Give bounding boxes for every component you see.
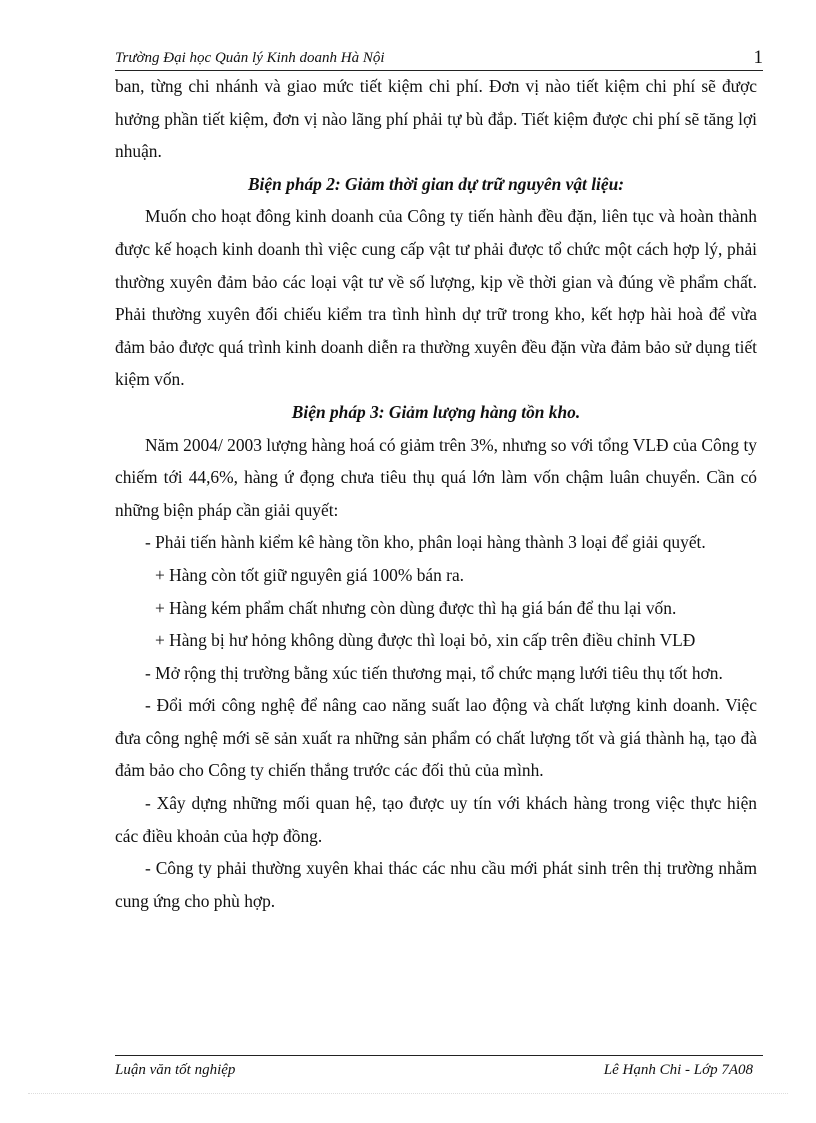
header-school: Trường Đại học Quản lý Kinh doanh Hà Nội bbox=[115, 50, 385, 66]
page-number: 1 bbox=[753, 47, 763, 68]
bullet-item: - Công ty phải thường xuyên khai thác các nhu cầu mới phát sinh trên thị trường nhằm cung ứng cho phù hợp. bbox=[115, 858, 757, 911]
sub-item: + Hàng kém phẩm chất nhưng còn dùng được thì hạ giá bán để thu lại vốn. bbox=[155, 597, 677, 618]
paragraph-measure-2: Muốn cho hoạt đông kinh doanh của Công ty tiến hành đều đặn, liên tục và hoàn thành được kế hoạch kinh doanh thì việc cung cấp vật tư phải được tổ chức một cách hợp lý, phải thường xuyên đảm bảo các loại vật tư về số lượng, kịp về thời gian và đúng về phẩm chất. Phải thường xuyên đối chiếu kiểm tra tình hình dự trữ trong kho, kết hợp hài hoà để vừa đảm bảo được quá trình kinh doanh diễn ra thường xuyên đều đặn vừa đảm bảo sử dụng tiết kiệm vốn. bbox=[115, 206, 757, 390]
document-body bbox=[115, 70, 757, 917]
paragraph-intro: ban, từng chi nhánh và giao mức tiết kiệm chi phí. Đơn vị nào tiết kiệm chi phí sẽ được hưởng phần tiết kiệm, đơn vị nào lãng phí phải tự bù đắp. Tiết kiệm được chi phí sẽ tăng lợi nhuận. bbox=[115, 76, 757, 162]
sub-item: + Hàng còn tốt giữ nguyên giá 100% bán ra. bbox=[155, 564, 465, 585]
page-footer bbox=[115, 1055, 763, 1078]
footer-author: Lê Hạnh Chi - Lớp 7A08 bbox=[603, 1062, 753, 1078]
page-header bbox=[115, 47, 763, 71]
heading-measure-2: Biện pháp 2: Giảm thời gian dự trữ nguyên vật liệu: bbox=[247, 173, 625, 194]
heading-measure-3: Biện pháp 3: Giảm lượng hàng tồn kho. bbox=[291, 401, 581, 422]
bullet-item: - Mở rộng thị trường bằng xúc tiến thương mại, tổ chức mạng lưới tiêu thụ tốt hơn. bbox=[145, 662, 723, 683]
bullet-item: - Đổi mới công nghệ để nâng cao năng suất lao động và chất lượng kinh doanh. Việc đưa công nghệ mới sẽ sản xuất ra những sản phẩm có chất lượng tốt và giá thành hạ, tạo đà đảm bảo cho Công ty chiến thắng trước các đối thủ của mình. bbox=[115, 695, 757, 781]
bullet-item: - Phải tiến hành kiểm kê hàng tồn kho, phân loại hàng thành 3 loại để giải quyết. bbox=[145, 532, 706, 553]
footer-thesis-label: Luận văn tốt nghiệp bbox=[115, 1062, 236, 1078]
paragraph-measure-3: Năm 2004/ 2003 lượng hàng hoá có giảm trên 3%, nhưng so với tổng VLĐ của Công ty chiếm tới 44,6%, hàng ứ đọng chưa tiêu thụ quá lớn làm vốn chậm luân chuyển. Cần có những biện pháp cần giải quyết: bbox=[115, 434, 757, 520]
sub-item: + Hàng bị hư hỏng không dùng được thì loại bỏ, xin cấp trên điều chỉnh VLĐ bbox=[155, 630, 696, 651]
bullet-item: - Xây dựng những mối quan hệ, tạo được uy tín với khách hàng trong việc thực hiện các điều khoản của hợp đồng. bbox=[115, 793, 757, 846]
page-border-dots bbox=[28, 1093, 788, 1094]
